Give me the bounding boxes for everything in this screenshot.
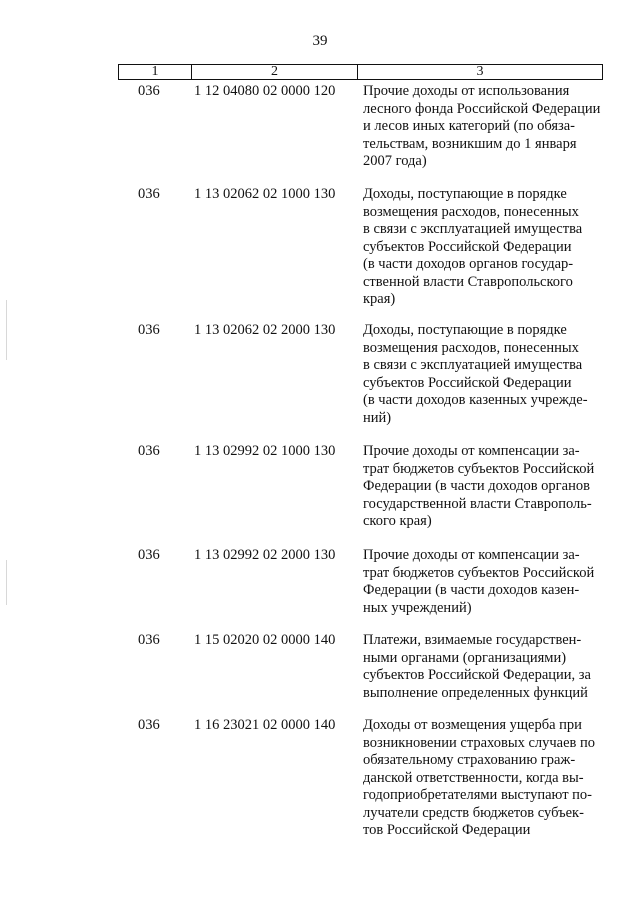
description-line: и лесов иных категорий (по обяза- [363,118,575,134]
description-line: ными органами (организациями) [363,649,567,666]
description-line: трат бюджетов субъектов Российской [363,460,595,477]
budget-classification-code: 1 13 02062 02 1000 130 [194,186,336,202]
description-line: субъектов Российской Федерации, за [363,667,591,683]
description-line: тов Российской Федерации [363,822,531,838]
budget-classification-code: 1 12 04080 02 0000 120 [194,83,336,99]
description-line: ственной власти Ставропольского [363,273,573,290]
description-line: (в части доходов органов государ- [363,256,574,272]
scan-artifact [6,300,7,360]
description-line: (в части доходов казенных учрежде- [363,392,588,408]
admin-code: 036 [138,443,160,459]
description-line: Прочие доходы от использования [363,83,570,99]
description-line: Платежи, взимаемые государствен- [363,632,582,648]
header-col-3: 3 [476,64,484,79]
description-line: трат бюджетов субъектов Российской [363,564,595,581]
description-line: выполнение определенных функций [363,684,588,701]
income-description [363,717,603,840]
budget-classification-code: 1 15 02020 02 0000 140 [194,632,336,648]
description-line: в связи с эксплуатацией имущества [363,221,583,237]
budget-classification-code: 1 16 23021 02 0000 140 [194,717,336,733]
description-line: края) [363,291,396,307]
budget-classification-code: 1 13 02062 02 2000 130 [194,322,336,338]
description-line: субъектов Российской Федерации [363,238,572,255]
budget-classification-code: 1 13 02992 02 1000 130 [194,443,336,459]
description-line: ского края) [363,513,432,529]
admin-code: 036 [138,186,160,202]
table-header [118,64,603,80]
header-col-1: 1 [119,65,192,79]
income-description [363,83,603,171]
income-description [363,443,603,531]
description-line: в связи с эксплуатацией имущества [363,357,583,373]
header-col-2: 2 [192,65,358,79]
description-line: ных учреждений) [363,599,472,616]
income-description [363,322,603,427]
budget-classification-code: 1 13 02992 02 2000 130 [194,547,336,563]
description-line: ний) [363,409,392,426]
description-line: Федерации (в части доходов казен- [363,582,580,598]
description-line: Доходы, поступающие в порядке [363,322,567,338]
income-description [363,632,603,702]
admin-code: 036 [138,83,160,99]
description-line: Прочие доходы от компенсации за- [363,547,580,563]
income-description [363,186,603,309]
description-line: Доходы, поступающие в порядке [363,186,567,202]
description-line: 2007 года) [363,153,427,169]
description-line: тельствам, возникшим до 1 января [363,135,577,152]
description-line: данской ответственности, когда вы- [363,769,584,786]
description-line: лесного фонда Российской Федерации [363,100,601,117]
description-line: обязательному страхованию граж- [363,752,576,768]
admin-code: 036 [138,717,160,733]
income-description [363,547,603,617]
admin-code: 036 [138,632,160,648]
page-number: 39 [312,33,328,49]
scan-artifact [6,560,7,605]
description-line: Федерации (в части доходов органов [363,478,590,494]
description-line: возмещения расходов, понесенных [363,339,579,356]
description-line: государственной власти Ставрополь- [363,495,592,512]
admin-code: 036 [138,322,160,338]
description-line: субъектов Российской Федерации [363,374,572,391]
description-line: Доходы от возмещения ущерба при [363,717,582,733]
description-line: годоприобретателями выступают по- [363,787,592,803]
description-line: возникновении страховых случаев по [363,734,596,751]
description-line: лучатели средств бюджетов субъек- [363,804,584,821]
description-line: Прочие доходы от компенсации за- [363,443,580,459]
description-line: возмещения расходов, понесенных [363,203,579,220]
admin-code: 036 [138,547,160,563]
